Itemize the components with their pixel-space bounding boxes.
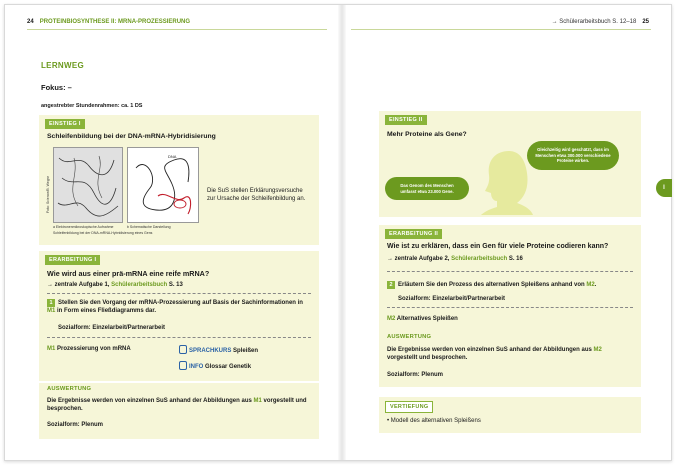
sprachkurs-text: Spleißen [233, 348, 259, 354]
auswertung-right-text-b: vorgestellt und besprochen. [387, 355, 468, 361]
material-m2[interactable] [387, 315, 458, 323]
sprachkurs-label: SPRACHKURS [189, 348, 232, 354]
info-text: Glossar Genetik [205, 364, 252, 370]
ref-prefix: → zentrale Aufgabe 1, [47, 282, 110, 288]
ref-book-link[interactable]: Schülerarbeitsbuch [451, 256, 508, 262]
ref-book-link[interactable]: Schülerarbeitsbuch [111, 282, 168, 288]
vertiefung-box [379, 397, 641, 433]
vertiefung-tag: VERTIEFUNG [385, 401, 433, 413]
speech-bubble-proteins: Gleichzeitig wird geschätzt, dass im Menschen etwa 300.000 verschiedene Proteine wirken. [527, 141, 619, 170]
task-2-text-a: Erläutern Sie den Prozess des alternativen Spleißens anhand von [398, 282, 585, 288]
phone-icon [179, 361, 187, 370]
task-1 [47, 299, 311, 315]
erarbeitung-2-reference [387, 255, 523, 263]
chapter-title: PROTEINBIOSYNTHESE II: MRNA-PROZESSIERUNG [39, 19, 191, 25]
task-1-number: 1 [47, 299, 55, 307]
photo-credit: Foto: Science/B. Wegnr [46, 176, 50, 213]
material-m2-title: Alternatives Spleißen [396, 316, 458, 322]
erarbeitung-2-question: Wie ist zu erklären, dass ein Gen für viele Proteine codieren kann? [387, 243, 609, 250]
task-2-sozialform: Sozialform: Einzelarbeit/Partnerarbeit [398, 296, 506, 302]
right-header-rule [351, 29, 651, 30]
erarbeitung-1-box [39, 251, 319, 381]
auswertung-left-text-b: vorgestellt und besprochen. [47, 398, 307, 412]
task-1-text-b: in Form eines Fließdiagramms dar. [57, 308, 157, 314]
divider [387, 271, 633, 272]
micrograph-strands [54, 148, 122, 222]
book-spread [4, 4, 672, 461]
material-m1-code: M1 [47, 346, 56, 352]
auswertung-right-text [387, 346, 633, 362]
task-1-material-link[interactable]: M1 [47, 308, 56, 314]
auswertung-left-text [47, 397, 311, 413]
ref-page: S. 13 [168, 282, 183, 288]
auswertung-right-box [379, 329, 641, 387]
einstieg-2-title: Mehr Proteine als Gene? [387, 131, 467, 138]
caption-a: a Elektronenmikroskopische Aufnahme [53, 225, 114, 229]
auswertung-right-heading: AUSWERTUNG [387, 334, 432, 340]
erarbeitung-1-question: Wie wird aus einer prä-mRNA eine reife mRNA? [47, 269, 210, 278]
einstieg-1-title: Schleifenbildung bei der DNA-mRNA-Hybridisierung [47, 133, 216, 140]
einstieg-2-box [379, 111, 641, 217]
workbook-reference[interactable]: → Schülerarbeitsbuch S. 12–18 [551, 19, 637, 25]
sprachkurs-link[interactable] [179, 345, 258, 355]
task-2-text-b: . [594, 282, 597, 288]
schematic-loops [128, 148, 198, 222]
divider [387, 307, 633, 308]
auswertung-left-heading: AUSWERTUNG [47, 386, 92, 392]
task-2-material-link[interactable]: M2 [586, 282, 595, 288]
info-link[interactable] [179, 361, 251, 371]
einstieg-1-tag: EINSTIEG I [45, 119, 85, 129]
right-page-number: 25 [642, 19, 649, 25]
left-header [27, 19, 190, 25]
caption-c: Schleifenbildung bei der DNA-mRNA-Hybridisierung eines Gens [53, 231, 153, 235]
ref-page: S. 16 [508, 256, 523, 262]
einstieg-1-box [39, 115, 319, 245]
task-2-number: 2 [387, 281, 395, 289]
auswertung-left-text-a: Die Ergebnisse werden von einzelnen SuS anhand der Abbildungen aus [47, 398, 252, 404]
erarbeitung-2-tag: ERARBEITUNG II [385, 229, 442, 239]
phone-icon [179, 345, 187, 354]
info-label: INFO [189, 364, 204, 370]
dna-label: DNA [168, 154, 177, 159]
left-header-rule [27, 29, 327, 30]
ref-prefix: → zentrale Aufgabe 2, [387, 256, 450, 262]
vertiefung-item: • Modell des alternativen Spleißens [387, 418, 481, 424]
chapter-side-tab[interactable]: I [656, 179, 672, 197]
material-m1[interactable] [47, 345, 131, 353]
auswertung-right-m2[interactable]: M2 [593, 347, 602, 353]
fokus-line: Fokus: – [41, 83, 72, 92]
auswertung-right-text-a: Die Ergebnisse werden von einzelnen SuS anhand der Abbildungen aus [387, 347, 592, 353]
electron-micrograph [53, 147, 123, 223]
material-m1-title: Prozessierung von mRNA [57, 346, 131, 352]
auswertung-right-sozialform: Sozialform: Plenum [387, 372, 444, 378]
auswertung-left-box [39, 383, 319, 439]
task-2 [387, 281, 633, 289]
page-gutter [338, 5, 346, 460]
erarbeitung-1-reference [47, 281, 183, 289]
erarbeitung-2-box [379, 225, 641, 329]
auswertung-left-m1[interactable]: M1 [253, 398, 262, 404]
schematic-diagram [127, 147, 199, 223]
task-1-text-a: Stellen Sie den Vorgang der mRNA-Prozessierung auf Basis der Sachinformationen in [58, 300, 303, 306]
stundenrahmen: angestrebter Stundenrahmen: ca. 1 DS [41, 103, 143, 109]
right-header [552, 19, 649, 25]
erarbeitung-1-tag: ERARBEITUNG I [45, 255, 100, 265]
auswertung-left-sozialform: Sozialform: Plenum [47, 422, 104, 428]
einstieg-1-description: Die SuS stellen Erklärungsversuche zur Ursache der Schleifenbildung an. [207, 188, 306, 202]
einstieg-2-tag: EINSTIEG II [385, 115, 427, 125]
divider [47, 337, 311, 338]
left-page-number: 24 [27, 19, 34, 25]
caption-b: b Schematische Darstellung [127, 225, 171, 229]
speech-bubble-genes: Das Genom des Menschen umfasst etwa 23.000 Gene. [385, 177, 469, 200]
task-1-sozialform: Sozialform: Einzelarbeit/Partnerarbeit [58, 325, 166, 331]
material-m2-code: M2 [387, 316, 396, 322]
divider [47, 293, 311, 294]
lernweg-heading: LERNWEG [41, 61, 84, 70]
